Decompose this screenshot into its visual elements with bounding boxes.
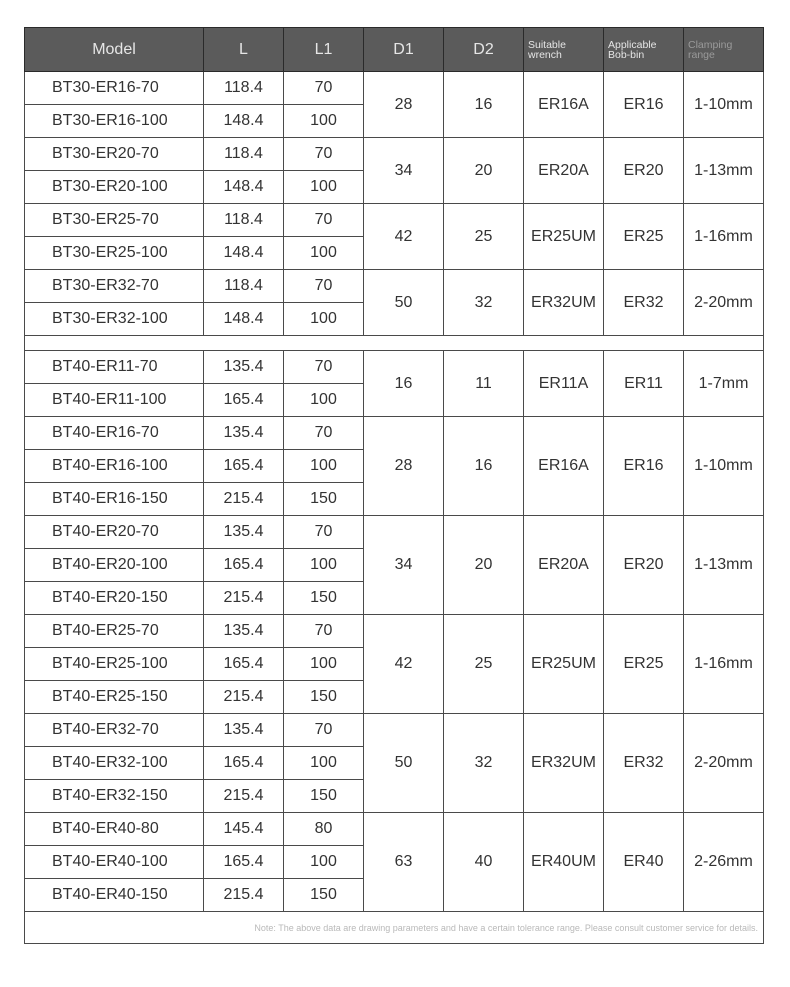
cell-d1: 34	[364, 138, 444, 204]
cell-l: 165.4	[204, 450, 284, 483]
cell-l1: 70	[284, 351, 364, 384]
table-body	[25, 72, 764, 944]
cell-l: 145.4	[204, 813, 284, 846]
cell-model: BT40-ER20-70	[25, 516, 204, 549]
header-wrench: Suitable wrench	[524, 28, 604, 72]
cell-d1: 50	[364, 714, 444, 813]
cell-d1: 16	[364, 351, 444, 417]
cell-model: BT40-ER16-150	[25, 483, 204, 516]
cell-l: 165.4	[204, 549, 284, 582]
cell-wrench: ER16A	[524, 72, 604, 138]
cell-l: 118.4	[204, 72, 284, 105]
cell-clamping-range: 1-16mm	[684, 204, 764, 270]
cell-l1: 150	[284, 582, 364, 615]
cell-l: 135.4	[204, 615, 284, 648]
cell-bobbin: ER32	[604, 270, 684, 336]
cell-clamping-range: 1-13mm	[684, 138, 764, 204]
cell-l: 118.4	[204, 138, 284, 171]
cell-l1: 100	[284, 237, 364, 270]
cell-l: 165.4	[204, 648, 284, 681]
cell-model: BT40-ER11-70	[25, 351, 204, 384]
cell-l: 135.4	[204, 516, 284, 549]
cell-l1: 70	[284, 204, 364, 237]
note-row	[25, 912, 764, 944]
cell-l: 215.4	[204, 681, 284, 714]
cell-l1: 100	[284, 549, 364, 582]
cell-d2: 25	[444, 204, 524, 270]
cell-wrench: ER16A	[524, 417, 604, 516]
table-row	[25, 813, 764, 846]
cell-l1: 150	[284, 780, 364, 813]
cell-l: 148.4	[204, 237, 284, 270]
header-bobbin: Applicable Bob-bin	[604, 28, 684, 72]
cell-model: BT40-ER16-100	[25, 450, 204, 483]
cell-model: BT30-ER20-100	[25, 171, 204, 204]
cell-l1: 70	[284, 714, 364, 747]
cell-l1: 100	[284, 747, 364, 780]
cell-d2: 20	[444, 138, 524, 204]
cell-d2: 40	[444, 813, 524, 912]
cell-wrench: ER20A	[524, 138, 604, 204]
header-row	[25, 28, 764, 72]
cell-wrench: ER25UM	[524, 615, 604, 714]
cell-bobbin: ER16	[604, 72, 684, 138]
table-row	[25, 714, 764, 747]
cell-bobbin: ER11	[604, 351, 684, 417]
table-row	[25, 351, 764, 384]
header-l: L	[204, 28, 284, 72]
cell-l1: 70	[284, 270, 364, 303]
cell-d2: 32	[444, 270, 524, 336]
cell-model: BT30-ER32-70	[25, 270, 204, 303]
cell-l1: 150	[284, 483, 364, 516]
cell-l: 148.4	[204, 105, 284, 138]
cell-d1: 28	[364, 72, 444, 138]
header-d2: D2	[444, 28, 524, 72]
cell-bobbin: ER16	[604, 417, 684, 516]
cell-model: BT40-ER32-150	[25, 780, 204, 813]
table-row	[25, 270, 764, 303]
table-row	[25, 516, 764, 549]
cell-d1: 50	[364, 270, 444, 336]
cell-wrench: ER40UM	[524, 813, 604, 912]
cell-l1: 100	[284, 450, 364, 483]
header-l1: L1	[284, 28, 364, 72]
cell-d2: 16	[444, 417, 524, 516]
cell-l1: 70	[284, 417, 364, 450]
cell-model: BT40-ER20-100	[25, 549, 204, 582]
cell-d2: 20	[444, 516, 524, 615]
cell-l: 148.4	[204, 171, 284, 204]
cell-model: BT30-ER25-100	[25, 237, 204, 270]
cell-bobbin: ER20	[604, 516, 684, 615]
cell-d2: 25	[444, 615, 524, 714]
cell-model: BT40-ER11-100	[25, 384, 204, 417]
header-d1: D1	[364, 28, 444, 72]
table-row	[25, 72, 764, 105]
cell-l: 165.4	[204, 846, 284, 879]
cell-l: 135.4	[204, 351, 284, 384]
cell-d1: 42	[364, 615, 444, 714]
cell-l: 165.4	[204, 384, 284, 417]
cell-wrench: ER20A	[524, 516, 604, 615]
cell-model: BT40-ER16-70	[25, 417, 204, 450]
cell-d2: 32	[444, 714, 524, 813]
cell-l1: 100	[284, 171, 364, 204]
table-row	[25, 138, 764, 171]
cell-l: 135.4	[204, 714, 284, 747]
cell-l1: 80	[284, 813, 364, 846]
cell-d1: 42	[364, 204, 444, 270]
header-model: Model	[25, 28, 204, 72]
cell-l1: 100	[284, 648, 364, 681]
cell-model: BT30-ER16-100	[25, 105, 204, 138]
cell-d1: 28	[364, 417, 444, 516]
cell-bobbin: ER20	[604, 138, 684, 204]
cell-clamping-range: 1-13mm	[684, 516, 764, 615]
cell-l1: 70	[284, 516, 364, 549]
cell-model: BT30-ER32-100	[25, 303, 204, 336]
cell-model: BT30-ER25-70	[25, 204, 204, 237]
cell-model: BT40-ER25-100	[25, 648, 204, 681]
cell-d1: 34	[364, 516, 444, 615]
cell-l: 215.4	[204, 483, 284, 516]
cell-wrench: ER11A	[524, 351, 604, 417]
cell-model: BT40-ER40-100	[25, 846, 204, 879]
cell-d1: 63	[364, 813, 444, 912]
cell-l: 118.4	[204, 204, 284, 237]
footnote: Note: The above data are drawing parameters and have a certain tolerance range. Please consult customer service for details.	[25, 912, 764, 944]
cell-l1: 100	[284, 846, 364, 879]
cell-bobbin: ER40	[604, 813, 684, 912]
cell-model: BT40-ER25-70	[25, 615, 204, 648]
cell-l1: 70	[284, 72, 364, 105]
cell-wrench: ER32UM	[524, 714, 604, 813]
cell-wrench: ER32UM	[524, 270, 604, 336]
cell-model: BT40-ER40-150	[25, 879, 204, 912]
cell-model: BT40-ER32-70	[25, 714, 204, 747]
cell-l: 215.4	[204, 582, 284, 615]
table-row	[25, 417, 764, 450]
cell-wrench: ER25UM	[524, 204, 604, 270]
cell-l: 215.4	[204, 879, 284, 912]
section-spacer-row	[25, 336, 764, 351]
cell-l: 118.4	[204, 270, 284, 303]
cell-clamping-range: 1-7mm	[684, 351, 764, 417]
cell-clamping-range: 1-10mm	[684, 72, 764, 138]
cell-clamping-range: 2-20mm	[684, 714, 764, 813]
cell-l1: 70	[284, 138, 364, 171]
spacer-cell	[25, 336, 764, 351]
cell-clamping-range: 2-20mm	[684, 270, 764, 336]
cell-d2: 11	[444, 351, 524, 417]
cell-l1: 100	[284, 303, 364, 336]
cell-bobbin: ER32	[604, 714, 684, 813]
spec-table	[24, 27, 764, 944]
cell-l1: 150	[284, 681, 364, 714]
cell-l: 148.4	[204, 303, 284, 336]
cell-model: BT40-ER25-150	[25, 681, 204, 714]
cell-model: BT40-ER20-150	[25, 582, 204, 615]
cell-model: BT40-ER32-100	[25, 747, 204, 780]
cell-l: 165.4	[204, 747, 284, 780]
table-row	[25, 204, 764, 237]
cell-l: 215.4	[204, 780, 284, 813]
cell-l1: 100	[284, 384, 364, 417]
cell-l1: 70	[284, 615, 364, 648]
cell-model: BT40-ER40-80	[25, 813, 204, 846]
cell-l1: 100	[284, 105, 364, 138]
cell-model: BT30-ER20-70	[25, 138, 204, 171]
cell-d2: 16	[444, 72, 524, 138]
header-clamping: Clamping range	[684, 28, 764, 72]
cell-l: 135.4	[204, 417, 284, 450]
cell-bobbin: ER25	[604, 204, 684, 270]
cell-clamping-range: 2-26mm	[684, 813, 764, 912]
table-row	[25, 615, 764, 648]
cell-l1: 150	[284, 879, 364, 912]
cell-model: BT30-ER16-70	[25, 72, 204, 105]
cell-bobbin: ER25	[604, 615, 684, 714]
cell-clamping-range: 1-16mm	[684, 615, 764, 714]
cell-clamping-range: 1-10mm	[684, 417, 764, 516]
